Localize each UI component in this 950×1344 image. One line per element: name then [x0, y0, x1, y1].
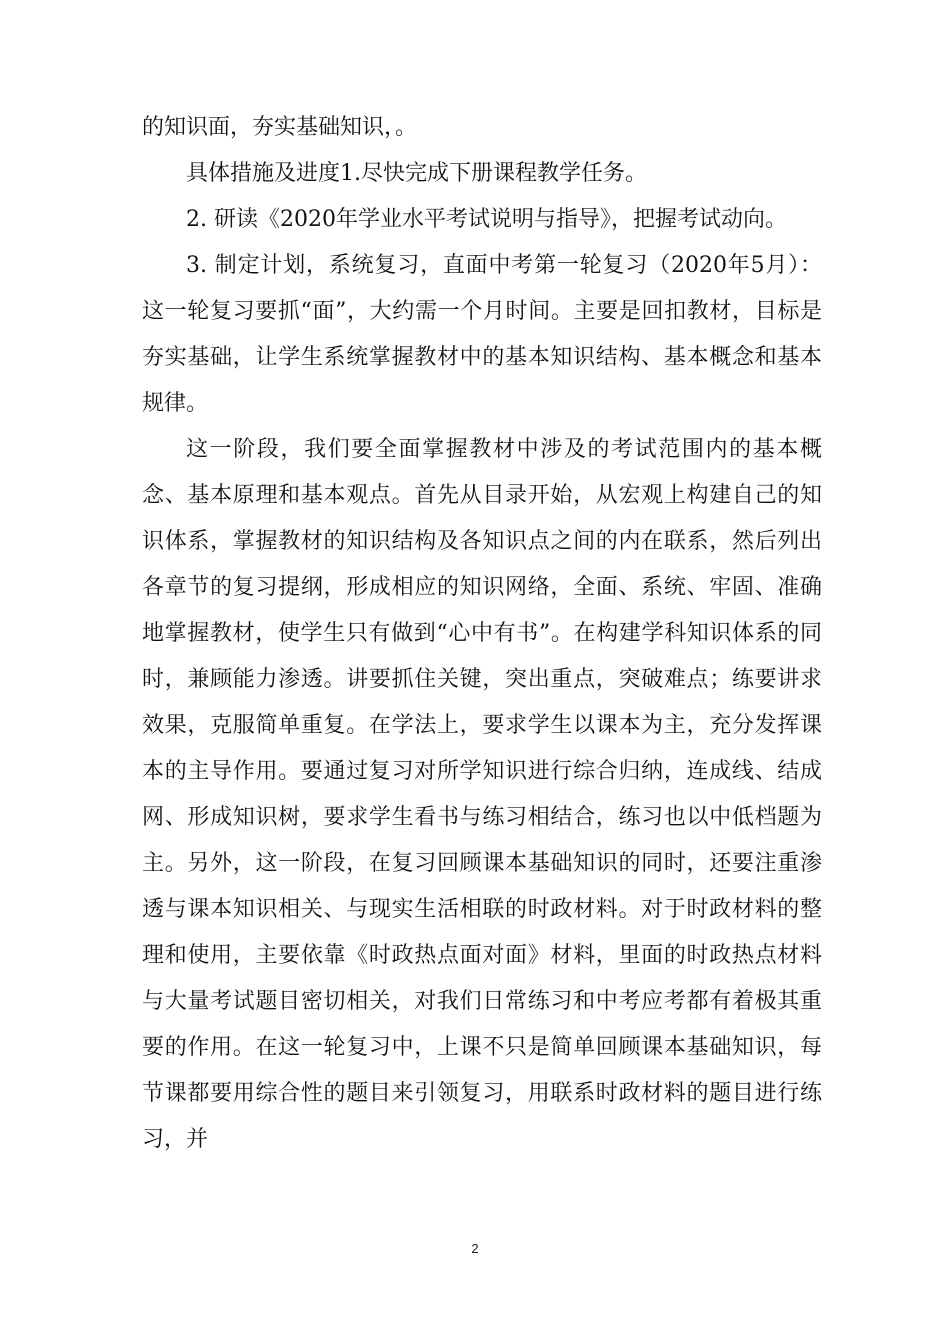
paragraph-measures: 具体措施及进度1.尽快完成下册课程教学任务。 — [186, 161, 647, 186]
paragraph-step-3: 3. 制定计划，系统复习，直面中考第一轮复习（2020年5月）：这一轮复习要抓“面”，大约需一个月时间。主要是回扣教材，目标是夯实基础，让学生系统掌握教材中的基本知识结构、基本概念和基本规律。 — [142, 253, 822, 416]
body-text — [142, 105, 822, 1163]
paragraph-continuation: 的知识面，夯实基础知识，。 — [142, 115, 418, 140]
paragraph-step-2: 2. 研读《2020年学业水平考试说明与指导》，把握考试动向。 — [186, 207, 787, 232]
page-number: 2 — [471, 1241, 479, 1256]
paragraph-stage-detail: 这一阶段，我们要全面掌握教材中涉及的考试范围内的基本概念、基本原理和基本观点。首先从目录开始，从宏观上构建自己的知识体系，掌握教材的知识结构及各知识点之间的内在联系，然后列出各章节的复习提纲，形成相应的知识网络，全面、系统、牢固、准确地掌握教材，使学生只有做到“心中有书”。在构建学科知识体系的同时，兼顾能力渗透。讲要抓住关键，突出重点，突破难点；练要讲求效果，克服简单重复。在学法上，要求学生以课本为主，充分发挥课本的主导作用。要通过复习对所学知识进行综合归纳，连成线、结成网、形成知识树，要求学生看书与练习相结合，练习也以中低档题为主。另外，这一阶段，在复习回顾课本基础知识的同时，还要注重渗透与课本知识相关、与现实生活相联的时政材料。对于时政材料的整理和使用，主要依靠《时政热点面对面》材料，里面的时政热点材料与大量考试题目密切相关，对我们日常练习和中考应考都有着极其重要的作用。在这一轮复习中，上课不只是简单回顾课本基础知识，每节课都要用综合性的题目来引领复习，用联系时政材料的题目进行练习，并 — [142, 437, 822, 1152]
